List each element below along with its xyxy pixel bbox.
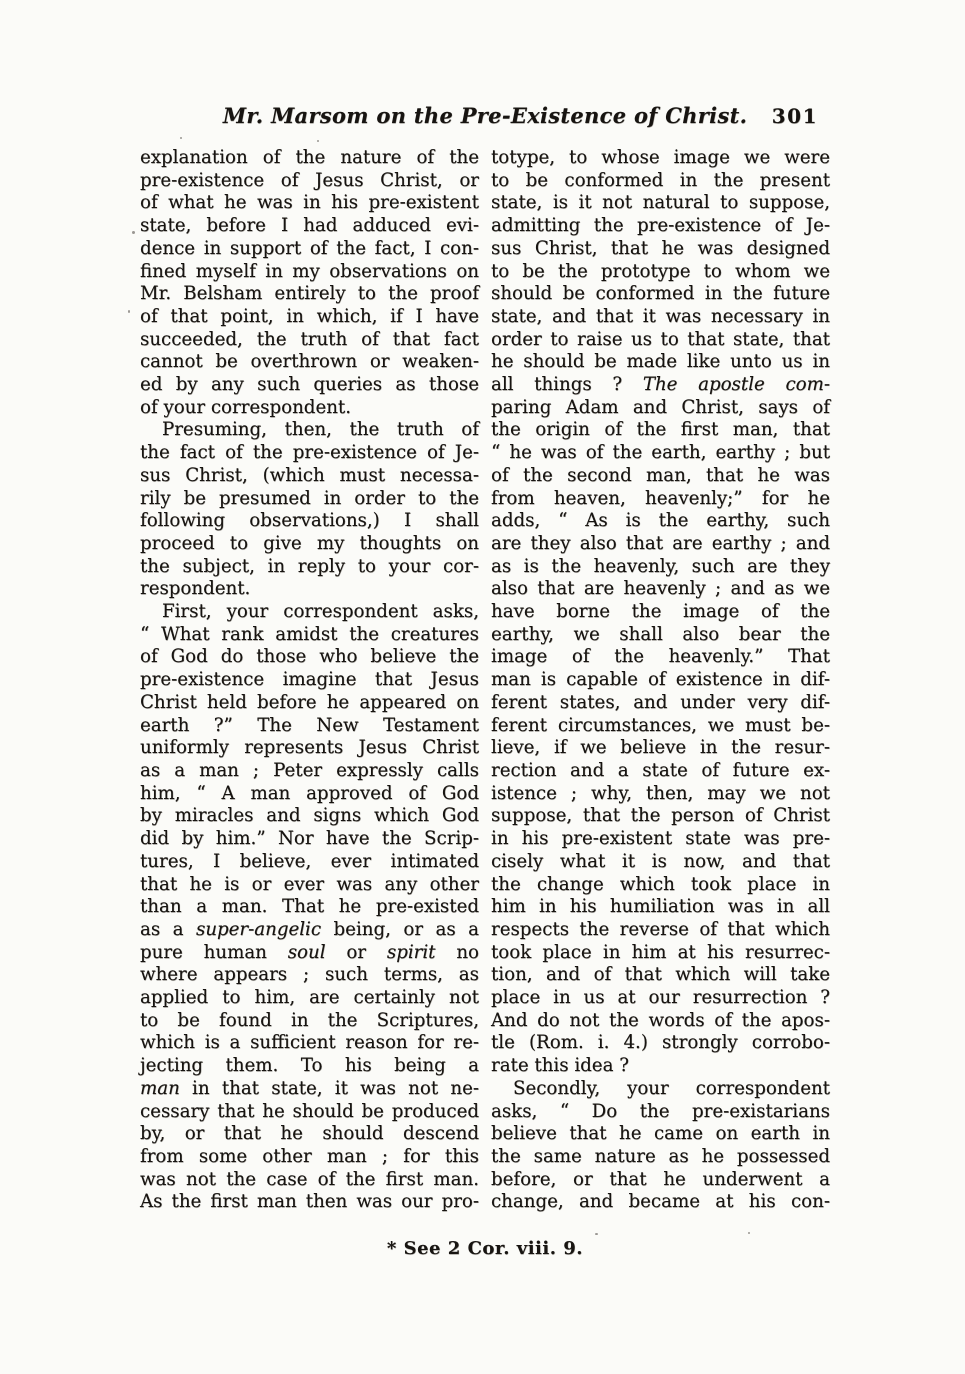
running-header-title: Mr. Marsom on the Pre-Existence of Christ. [222,103,748,128]
text-line: man in that state, it was not ne- [140,1077,479,1099]
footnote: * See 2 Cor. viii. 9. [386,1238,584,1259]
text-line: the same nature as he possessed [491,1145,830,1167]
text-line: istence ; why, then, may we not [491,782,830,804]
text-line: which is a sufficient reason for re- [140,1032,479,1054]
text-line: of what he was in his pre-existent [140,192,479,214]
text-line: have borne the image of the [491,601,830,623]
text-line: cisely what it is now, and that [491,850,830,872]
text-line: paring Adam and Christ, says of [491,396,830,418]
text-line: And do not the words of the apos- [491,1009,830,1031]
text-line: adds, “ As is the earthy, such [491,510,830,532]
text-line: respects the reverse of that which [491,918,830,940]
text-line: cannot be overthrown or weaken- [140,351,479,373]
page-number: 301 [771,104,818,128]
text-line: state, is it not natural to suppose, [491,192,830,214]
text-line: pre-existence imagine that Jesus [140,669,479,691]
text-line: ed by any such queries as those [140,374,479,396]
text-line: totype, to whose image we were [491,147,830,168]
text-line: “ What rank amidst the creatures [140,623,479,645]
text-line: admitting the pre-existence of Je- [491,215,830,237]
text-line: to be found in the Scriptures, [140,1009,479,1031]
text-line: succeeded, the truth of that fact [140,328,479,350]
text-line: suppose, that the person of Christ [491,805,830,827]
text-line: of your correspondent. [140,396,352,418]
text-line: believe that he came on earth in [491,1123,830,1145]
text-line: by miracles and signs which God [140,805,479,827]
text-line: tle (Rom. i. 4.) strongly corrobo- [491,1032,830,1054]
text-line: state, and that it was necessary in [491,305,830,327]
text-line: Christ held before he appeared on [140,691,479,713]
text-line: that he is or ever was any other [140,873,479,895]
text-line: the fact of the pre-existence of Je- [140,442,479,464]
text-line: in his pre-existent state was pre- [491,828,830,850]
text-line: As the first man then was our pro- [140,1191,479,1213]
text-line: also that are heavenly ; and as we [491,578,830,600]
column-left [140,147,479,1214]
text-line: sus Christ, (which must necessa- [140,464,479,486]
text-line: tion, and of that which will take [491,964,830,986]
text-line: man is capable of existence in dif- [491,669,830,691]
text-line: than a man. That he pre-existed [140,896,479,918]
text-line: as a man ; Peter expressly calls [140,759,479,781]
column-right [491,147,830,1214]
text-columns [140,147,830,1214]
text-line: state, before I had adduced evi- [140,215,479,237]
text-line: should be conformed in the future [491,283,830,305]
text-line: are they also that are earthy ; and [491,532,830,554]
text-line: all things ? The apostle com- [491,374,830,396]
text-line: rection and a state of future ex- [491,759,830,781]
text-line: did by him.” Nor have the Scrip- [140,828,479,850]
text-line: the subject, in reply to your cor- [140,555,479,577]
text-line: as a super-angelic being, or as a [140,918,479,940]
text-line: uniformly represents Jesus Christ [140,737,479,759]
scan-speck [132,231,135,234]
text-line: earth ?” The New Testament [140,714,479,736]
text-line: place in us at our resurrection ? [491,987,830,1009]
text-line: lieve, if we believe in the resur- [491,737,830,759]
text-line: proceed to give my thoughts on [140,532,479,554]
text-line: the origin of the first man, that [491,419,830,441]
text-line: sus Christ, that he was designed [491,237,830,259]
text-line: dence in support of the fact, I con- [140,237,479,259]
text-line: he should be made like unto us in [491,351,830,373]
text-line: took place in him at his resurrec- [491,941,830,963]
text-line: following observations,) I shall [140,510,479,532]
text-line: rate this idea ? [491,1055,629,1077]
text-line: to be the prototype to whom we [491,260,830,282]
text-line: the change which took place in [491,873,830,895]
text-line: rily be presumed in order to the [140,487,479,509]
text-line: from some other man ; for this [140,1145,479,1167]
scan-speck [317,140,319,142]
text-line: “ he was of the earth, earthy ; but [491,442,830,464]
text-line: him, “ A man approved of God [140,782,479,804]
scan-speck [128,310,130,313]
text-line: cessary that he should be produced [140,1100,479,1122]
text-line: was not the case of the first man. [140,1168,479,1190]
text-line: pre-existence of Jesus Christ, or [140,169,479,191]
text-line: ferent states, and under very dif- [491,691,830,713]
text-line: Presuming, then, the truth of [162,419,479,441]
text-line: as is the heavenly, such are they [491,555,830,577]
text-line: before, or that he underwent a [491,1168,830,1190]
text-line: Mr. Belsham entirely to the proof [140,283,479,305]
text-line: Secondly, your correspondent [513,1077,830,1099]
text-line: fined myself in my observations on [140,260,479,282]
text-line: image of the heavenly.” That [491,646,830,668]
text-line: change, and became at his con- [491,1191,830,1213]
text-line: of the second man, that he was [491,464,830,486]
text-line: from heaven, heavenly;” for he [491,487,830,509]
text-line: earthy, we shall also bear the [491,623,830,645]
scan-speck [180,137,182,139]
text-line: order to raise us to that state, that [491,328,830,350]
text-line: where appears ; such terms, as [140,964,479,986]
text-line: jecting them. To his being a [140,1055,479,1077]
text-line: respondent. [140,578,251,600]
text-line: him in his humiliation was in all [491,896,830,918]
text-line: applied to him, are certainly not [140,987,479,1009]
text-line: asks, “ Do the pre-existarians [491,1100,830,1122]
text-line: First, your correspondent asks, [162,601,479,623]
text-line: of that point, in which, if I have [140,305,479,327]
page-header [140,103,830,135]
text-line: to be conformed in the present [491,169,830,191]
text-line: of God do those who believe the [140,646,479,668]
scan-speck [748,1232,750,1234]
scan-speck [595,1233,598,1235]
text-line: ferent circumstances, we must be- [491,714,830,736]
text-line: explanation of the nature of the [140,147,479,168]
text-line: by, or that he should descend [140,1123,479,1145]
text-line: pure human soul or spirit no [140,941,479,963]
text-line: tures, I believe, ever intimated [140,850,479,872]
